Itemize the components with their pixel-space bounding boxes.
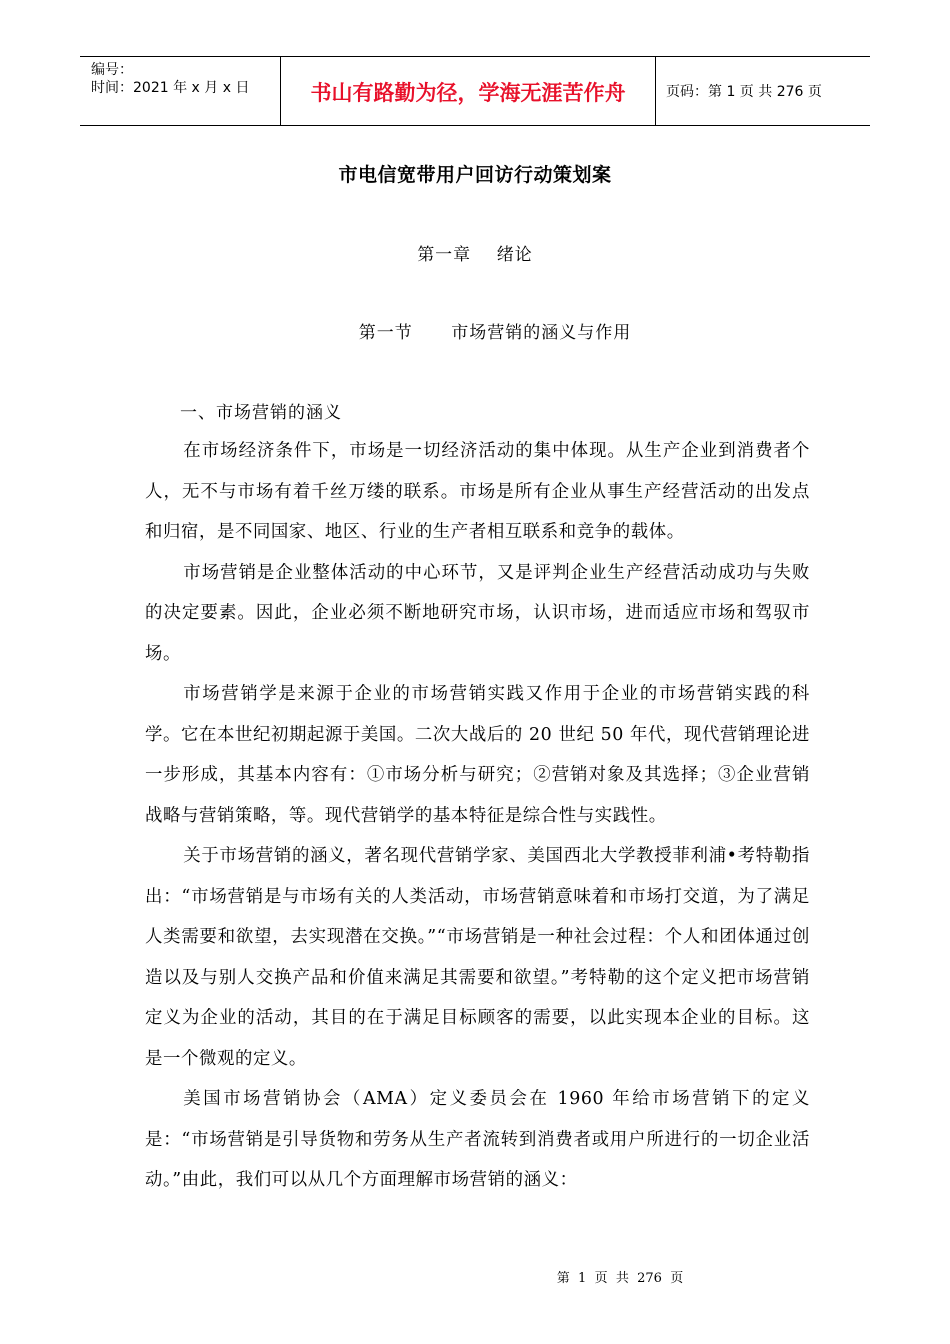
page-code: 页码：第 1 页 共 276 页 [666, 84, 822, 100]
header-meta-cell [80, 57, 280, 125]
body-text [145, 431, 810, 1201]
section-heading: 第一节 市场营销的涵义与作用 [358, 323, 632, 343]
page-footer: 第 1 页 共 276 页 [556, 1271, 684, 1286]
header-motto-cell [280, 57, 656, 125]
subheading: 一、市场营销的涵义 [180, 403, 342, 423]
time-line: 时间：2021 年 x 月 x 日 [91, 80, 250, 96]
document-title: 市电信宽带用户回访行动策划案 [338, 164, 612, 186]
document-header [80, 56, 870, 126]
paragraph: 关于市场营销的涵义，著名现代营销学家、美国西北大学教授菲利浦•考特勒指出：“市场营销是与市场有关的人类活动，市场营销意味着和市场打交道，为了满足人类需要和欲望，去实现潜在交换。”“市场营销是一种社会过程：个人和团体通过创造以及与别人交换产品和价值来满足其需要和欲望。”考特勒的这个定义把市场营销定义为企业的活动，其目的在于满足目标顾客的需要，以此实现本企业的目标。这是一个微观的定义。 [145, 846, 810, 1069]
motto-text: 书山有路勤为径，学海无涯苦作舟 [310, 81, 626, 105]
paragraph: 美国市场营销协会（AMA）定义委员会在 1960 年给市场营销下的定义是：“市场营销是引导货物和劳务从生产者流转到消费者或用户所进行的一切企业活动。”由此，我们可以从几个方面理解市场营销的涵义： [145, 1089, 810, 1190]
chapter-heading: 第一章 绪论 [417, 245, 533, 265]
number-label: 编号： [91, 62, 133, 78]
paragraph: 在市场经济条件下，市场是一切经济活动的集中体现。从生产企业到消费者个人，无不与市场有着千丝万缕的联系。市场是所有企业从事生产经营活动的出发点和归宿，是不同国家、地区、行业的生产者相互联系和竞争的载体。 [145, 441, 810, 542]
paragraph: 市场营销学是来源于企业的市场营销实践又作用于企业的市场营销实践的科学。它在本世纪初期起源于美国。二次大战后的 20 世纪 50 年代，现代营销理论进一步形成，其基本内容有：①市场分析与研究；②营销对象及其选择；③企业营销战略与营销策略，等。现代营销学的基本特征是综合性与实践性。 [145, 684, 810, 826]
paragraph: 市场营销是企业整体活动的中心环节，又是评判企业生产经营活动成功与失败的决定要素。因此，企业必须不断地研究市场，认识市场，进而适应市场和驾驭市场。 [145, 562, 810, 664]
header-page-cell [655, 57, 870, 125]
